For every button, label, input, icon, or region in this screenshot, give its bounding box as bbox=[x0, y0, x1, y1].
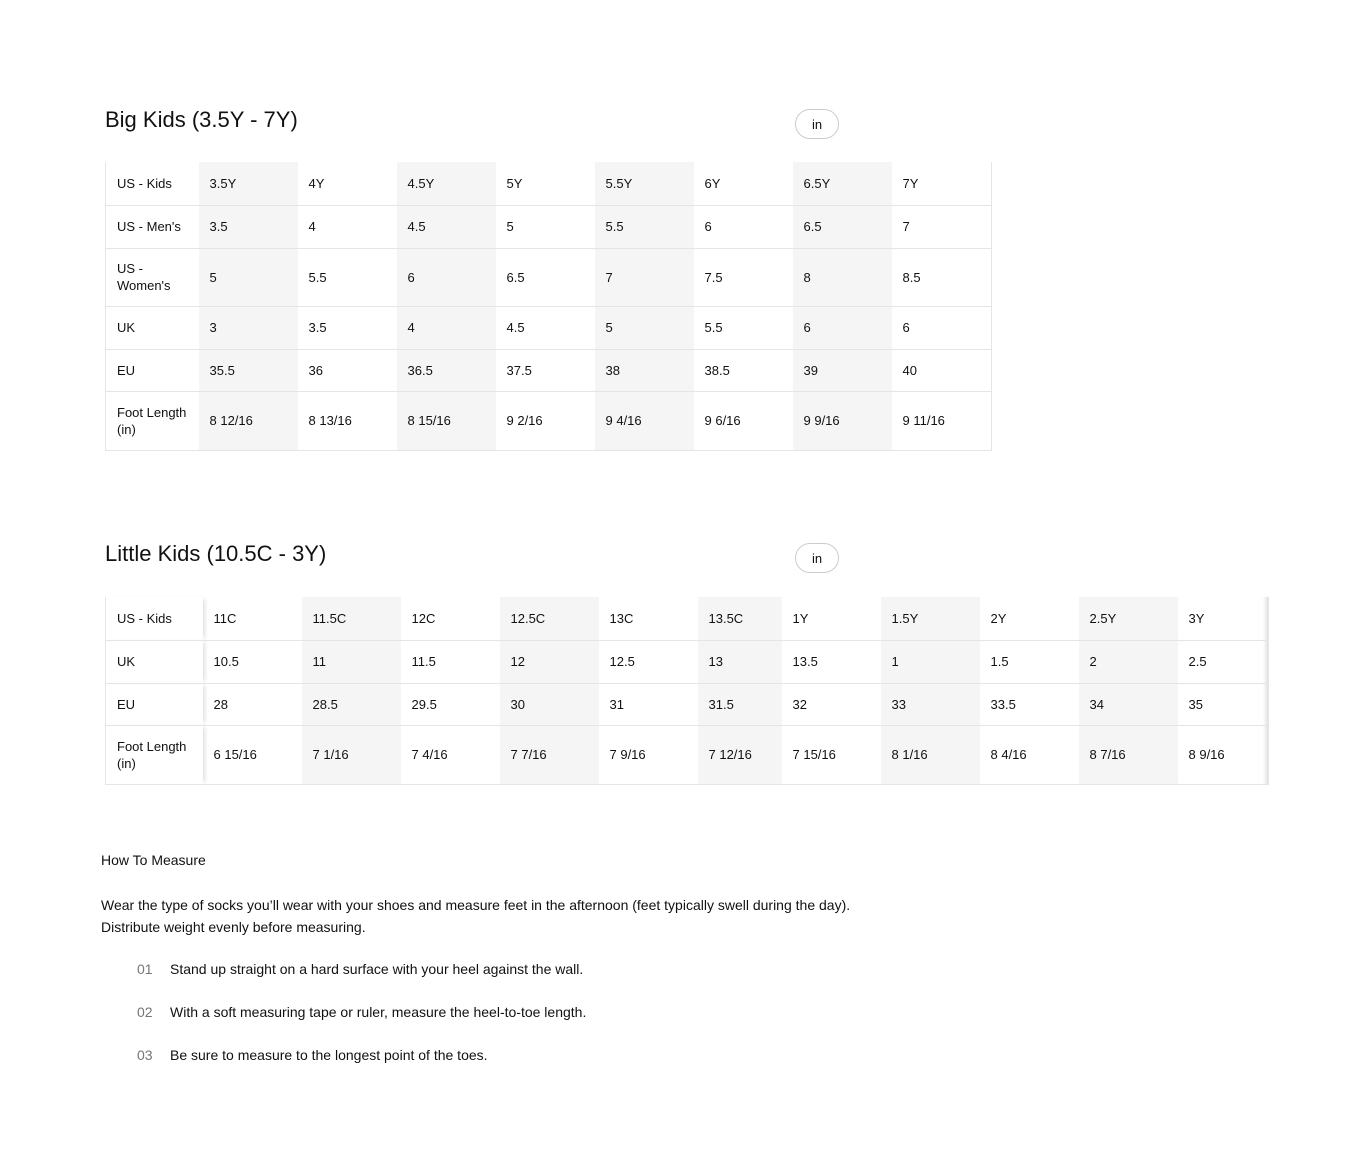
size-cell: 13C bbox=[599, 597, 698, 640]
size-row bbox=[106, 683, 1269, 725]
row-label: EU bbox=[106, 349, 199, 391]
size-row bbox=[106, 248, 992, 306]
size-row bbox=[106, 162, 992, 205]
size-cell: 13.5 bbox=[782, 640, 881, 683]
step-number: 03 bbox=[137, 1047, 153, 1063]
size-cell: 5.5Y bbox=[595, 162, 694, 205]
size-cell: 7 bbox=[892, 205, 992, 248]
size-cell: 12 bbox=[500, 640, 599, 683]
size-cell: 9 2/16 bbox=[496, 391, 595, 450]
size-cell: 8 9/16 bbox=[1178, 725, 1269, 784]
size-cell: 4.5 bbox=[496, 306, 595, 349]
little-kids-title: Little Kids (10.5C - 3Y) bbox=[105, 541, 327, 566]
step-text: Be sure to measure to the longest point of the toes. bbox=[170, 1047, 488, 1063]
size-cell: 8 12/16 bbox=[199, 391, 298, 450]
size-cell: 6.5 bbox=[793, 205, 892, 248]
size-cell: 38 bbox=[595, 349, 694, 391]
step-number: 02 bbox=[137, 1004, 153, 1020]
size-cell: 31.5 bbox=[698, 683, 782, 725]
size-cell: 8.5 bbox=[892, 248, 992, 306]
size-cell: 6 bbox=[397, 248, 496, 306]
size-cell: 12C bbox=[401, 597, 500, 640]
size-row bbox=[106, 349, 992, 391]
size-cell: 7 7/16 bbox=[500, 725, 599, 784]
measure-step bbox=[137, 960, 586, 1003]
size-cell: 7 1/16 bbox=[302, 725, 401, 784]
size-cell: 36 bbox=[298, 349, 397, 391]
size-cell: 35.5 bbox=[199, 349, 298, 391]
row-label: US - Kids bbox=[106, 162, 199, 205]
size-row bbox=[106, 640, 1269, 683]
size-cell: 7 15/16 bbox=[782, 725, 881, 784]
size-cell: 5 bbox=[595, 306, 694, 349]
intro-line-1: Wear the type of socks you’ll wear with your shoes and measure feet in the afternoon (feet typically swell during the day). bbox=[101, 897, 851, 913]
size-cell: 6.5Y bbox=[793, 162, 892, 205]
row-label: Foot Length (in) bbox=[106, 725, 203, 784]
size-cell: 36.5 bbox=[397, 349, 496, 391]
size-cell: 7Y bbox=[892, 162, 992, 205]
size-cell: 5 bbox=[199, 248, 298, 306]
row-label: UK bbox=[106, 306, 199, 349]
size-cell: 5.5 bbox=[298, 248, 397, 306]
size-row bbox=[106, 725, 1269, 784]
size-cell: 1.5Y bbox=[881, 597, 980, 640]
size-cell: 31 bbox=[599, 683, 698, 725]
size-cell: 4.5 bbox=[397, 205, 496, 248]
size-cell: 3.5Y bbox=[199, 162, 298, 205]
step-number: 01 bbox=[137, 961, 153, 977]
size-cell: 1.5 bbox=[980, 640, 1079, 683]
size-row bbox=[106, 597, 1269, 640]
size-cell: 12.5C bbox=[500, 597, 599, 640]
size-cell: 11.5 bbox=[401, 640, 500, 683]
how-to-measure-intro bbox=[101, 894, 850, 938]
size-cell: 10.5 bbox=[203, 640, 302, 683]
size-cell: 11 bbox=[302, 640, 401, 683]
row-label: US - Women's bbox=[106, 248, 199, 306]
size-cell: 38.5 bbox=[694, 349, 793, 391]
size-cell: 7.5 bbox=[694, 248, 793, 306]
size-cell: 6.5 bbox=[496, 248, 595, 306]
size-cell: 6 bbox=[793, 306, 892, 349]
intro-line-2: Distribute weight evenly before measuring. bbox=[101, 919, 366, 935]
size-cell: 3 bbox=[199, 306, 298, 349]
size-cell: 13 bbox=[698, 640, 782, 683]
size-cell: 5 bbox=[496, 205, 595, 248]
measure-steps-list bbox=[137, 960, 586, 1089]
row-label: UK bbox=[106, 640, 203, 683]
size-cell: 9 9/16 bbox=[793, 391, 892, 450]
size-cell: 28 bbox=[203, 683, 302, 725]
size-cell: 13.5C bbox=[698, 597, 782, 640]
big-kids-size-table bbox=[105, 162, 992, 451]
measure-step bbox=[137, 1046, 586, 1089]
size-cell: 32 bbox=[782, 683, 881, 725]
size-cell: 5.5 bbox=[694, 306, 793, 349]
size-cell: 12.5 bbox=[599, 640, 698, 683]
size-cell: 33 bbox=[881, 683, 980, 725]
size-cell: 40 bbox=[892, 349, 992, 391]
size-cell: 37.5 bbox=[496, 349, 595, 391]
size-cell: 7 4/16 bbox=[401, 725, 500, 784]
size-cell: 4Y bbox=[298, 162, 397, 205]
size-cell: 3.5 bbox=[298, 306, 397, 349]
size-cell: 7 bbox=[595, 248, 694, 306]
size-cell: 8 15/16 bbox=[397, 391, 496, 450]
size-cell: 33.5 bbox=[980, 683, 1079, 725]
size-cell: 8 7/16 bbox=[1079, 725, 1178, 784]
size-cell: 4 bbox=[397, 306, 496, 349]
size-cell: 7 9/16 bbox=[599, 725, 698, 784]
size-cell: 34 bbox=[1079, 683, 1178, 725]
size-cell: 30 bbox=[500, 683, 599, 725]
size-cell: 28.5 bbox=[302, 683, 401, 725]
size-row bbox=[106, 205, 992, 248]
big-kids-title: Big Kids (3.5Y - 7Y) bbox=[105, 107, 298, 132]
step-text: Stand up straight on a hard surface with your heel against the wall. bbox=[170, 961, 584, 977]
row-label: Foot Length (in) bbox=[106, 391, 199, 450]
size-cell: 4.5Y bbox=[397, 162, 496, 205]
size-cell: 3Y bbox=[1178, 597, 1269, 640]
size-cell: 1 bbox=[881, 640, 980, 683]
row-label: US - Kids bbox=[106, 597, 203, 640]
size-cell: 8 13/16 bbox=[298, 391, 397, 450]
size-cell: 7 12/16 bbox=[698, 725, 782, 784]
size-cell: 2Y bbox=[980, 597, 1079, 640]
row-label: EU bbox=[106, 683, 203, 725]
size-cell: 4 bbox=[298, 205, 397, 248]
size-cell: 8 1/16 bbox=[881, 725, 980, 784]
size-cell: 8 4/16 bbox=[980, 725, 1079, 784]
size-cell: 9 11/16 bbox=[892, 391, 992, 450]
size-cell: 2 bbox=[1079, 640, 1178, 683]
size-cell: 1Y bbox=[782, 597, 881, 640]
size-cell: 2.5 bbox=[1178, 640, 1269, 683]
step-text: With a soft measuring tape or ruler, measure the heel-to-toe length. bbox=[170, 1004, 587, 1020]
size-cell: 5Y bbox=[496, 162, 595, 205]
size-cell: 11C bbox=[203, 597, 302, 640]
size-row bbox=[106, 391, 992, 450]
how-to-measure-heading: How To Measure bbox=[101, 852, 206, 868]
size-row bbox=[106, 306, 992, 349]
little-kids-unit-toggle[interactable]: in bbox=[795, 543, 839, 573]
size-cell: 39 bbox=[793, 349, 892, 391]
size-cell: 29.5 bbox=[401, 683, 500, 725]
measure-step bbox=[137, 1003, 586, 1046]
size-cell: 35 bbox=[1178, 683, 1269, 725]
size-cell: 6 bbox=[694, 205, 793, 248]
size-cell: 6Y bbox=[694, 162, 793, 205]
size-cell: 3.5 bbox=[199, 205, 298, 248]
little-kids-size-table bbox=[105, 597, 1269, 785]
size-cell: 6 bbox=[892, 306, 992, 349]
size-cell: 8 bbox=[793, 248, 892, 306]
row-label: US - Men's bbox=[106, 205, 199, 248]
size-cell: 5.5 bbox=[595, 205, 694, 248]
size-cell: 2.5Y bbox=[1079, 597, 1178, 640]
size-cell: 6 15/16 bbox=[203, 725, 302, 784]
size-cell: 9 4/16 bbox=[595, 391, 694, 450]
size-cell: 11.5C bbox=[302, 597, 401, 640]
big-kids-unit-toggle[interactable]: in bbox=[795, 109, 839, 139]
size-cell: 9 6/16 bbox=[694, 391, 793, 450]
